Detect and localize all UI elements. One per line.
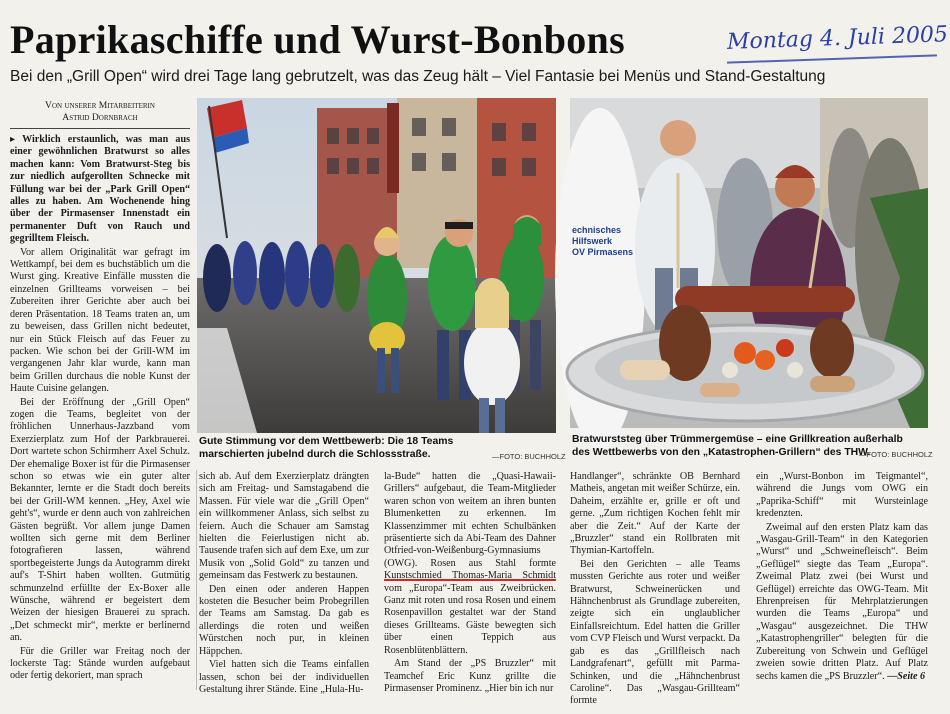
article-column-3 [384,471,556,696]
byline [10,100,190,124]
byline-rule [10,128,190,129]
headline: Paprikaschiffe und Wurst-Bonbons [10,17,625,62]
byline-line1: Von unserer Mitarbeiterin [45,100,155,111]
photo-caption-1: Gute Stimmung vor dem Wettbewerb: Die 18 Teams marschierten jubelnd durch die Schlossstraße. [199,436,454,460]
subheadline: Bei den „Grill Open“ wird drei Tage lang gebrutzelt, was das Zeug hält – Viel Fantasie bei Menüs und Stand-Gestaltung [10,68,826,85]
highlighted-name: Kunstschmied Thomas-Maria Schmidt [384,570,556,582]
page-reference: —Seite 6 [887,670,926,682]
article-lead: ▸ Wirklich erstaunlich, was man aus einer gewöhnlichen Bratwurst so alles machen kann: Vom Bratwurst-Steg bis zur niedlich aufgerollten Schnecke mit Füllung war bei der „Park Grill Open“ alles zu haben. Am Wochenende hing über der Pirmasenser Innenstadt ein permanenter Duft von Rauch und gegrilltem Fleisch. [10,134,190,245]
paragraph: Bei den Gerichten – alle Teams mussten Gerichte aus roter und weißer Bratwurst, Schweinerücken und Hähnchenbrust als Grundlage zubereiten, zeigte sich ein unglaublicher Einfallsreichtum. Edel hatten die Griller vom CVP Fleisch und Wurst verpackt. Da gab es das „Grillfleisch nach Landgrafenart“, gefüllt mit Parma-Schinken, und die „Hähnchenbrust Caroline“. Das „Wasgau-Grillteam“ formte [570,558,740,707]
paragraph: Für die Griller war Freitag noch der lockerste Tag: Stände wurden aufgebaut oder fertig dekoriert, man sprach [10,645,190,682]
paragraph: Zweimal auf den ersten Platz kam das „Wasgau-Grill-Team“ in den Kategorien „Wurst“ und „Schweinefleisch“. Beim „Geflügel“ siegte das Team „Europa“. Zweimal Platz zwei (bei Wurst und Geflügel) erreichte das OWG-Team. Mit Ehrenpreisen für Mehrplatzierungen wurden die Teams „Europa“ und „Wasgau“ ausgezeichnet. Die THW „Katastrophengriller“ belegten für die Zubereitung von Schwein und Geflügel zweien sowie dritten Platz. Auf Platz sechs kamen die „PS Bruzzler“. —Seite 6 [756,521,928,682]
paragraph: Bei der Eröffnung der „Grill Open“ zogen die Teams, begleitet von der fröhlichen Unnerhaus-Jazzband vom Exerzierplatz zum Hof der Parkbrauerei. Dort wartete schon Schirmherr Axel Schulz. Der ehemalige Boxer ist für die Pirmasenser schon so etwas wie ein guter alter Bekannter, lernte er die Stadt doch bereits bei der Grill-WM kennen. „Hey, Axel wie geht's“, wurde er denn auch von zahlreichen Gästen begrüßt. Vor allem junge Damen wollten sich gerne mit dem Berliner fotografieren lassen, während sportbegeisterte Jungs da Autogramm direkt auf's T-Shirt haben wollten. Gutmütig schmunzelnd erfüllte der Ex-Boxer alle Wünsche, während er begeistert dem Weizen der hiesigen Brauerei zu sprach. „Det schmeckt mir“, merkte er berlinernd an. [10,396,190,644]
paragraph: ein „Wurst-Bonbon im Teigmantel“, während die Jungs vom OWG ein „Paprika-Schiff“ mit Wursteinlage kredenzten. [756,471,928,520]
paragraph: Den einen oder anderen Happen kosteten die Besucher beim Probegrillen der Teams am Samstag. Da gab es allerdings die roten und weißen Würstchen noch pur, in kleinen Häppchen. [199,583,369,657]
paragraph: la-Bude“ hatten die „Quasi-Hawaii-Grillers“ aufgebaut, die Team-Mitglieder waren schon von weitem an ihren bunten Blumenketten zu erkennen. Im Klassenzimmer mit echten Schulbänken präsentierte sich da Abi-Team des Dahner Otfried-von-Weißenburg-Gymnasiums (OWG). Rosen aus Stahl formte Kunstschmied Thomas-Maria Schmidt vom „Europa“-Team aus Zweibrücken. Ganz mit roten und rosa Rosen und einem Rosenpavillon gestaltet war der Stand dieses Grillteams. Gäste bewegten sich über einen Teppich aus Rosenblütenblättern. [384,471,556,656]
paragraph: sich ab. Auf dem Exerzierplatz drängten sich am Freitag- und Samstagabend die Massen. Für viele war die „Grill Open“ ein willkommener Anlass, sich selbst zu feiern. Auch die Schauer am Samstag hielten die Feierlustigen nicht ab. Tausende trafen sich auf dem Exe, um zur Musik von „Solid Gold“ zu tanzen und gemeinsam das Festwerk zu bestaunen. [199,471,369,582]
column-divider [196,470,197,690]
grill-creation-photo [570,98,928,428]
photo-caption-2: Bratwurststeg über Trümmergemüse – eine Grillkreation außerhalb des Wettbewerbs von den „Katastrophen-Grillern“ des THW. [572,434,903,458]
article-column-2 [199,471,369,696]
paragraph: Vor allem Originalität war gefragt im Wettkampf, bei dem es buchstäblich um die Wurst ging. Kreative Einfälle mussten die einzelnen Grillteams vorweisen – bei Zubereiten ihrer Gerichte aber auch bei deren Präsentation. 18 Teams traten an, um zu beweisen, dass Grillen nicht bedeutet, nur ein Stück Fleisch auf das Feuer zu packen. Wie schon bei der Grill-WM im vergangenen Jahr klar wurde, kann man beim Grillen durchaus die noble Kunst der Haute Cuisine gelangen. [10,246,190,395]
svg-text:echnisches: echnisches [572,225,622,235]
svg-text:OV Pirmasens: OV Pirmasens [572,247,634,257]
photo-credit-1: —FOTO: BUCHHOLZ [492,452,566,461]
article-column-4 [570,471,740,707]
svg-text:Hilfswerk: Hilfswerk [572,236,613,246]
handwritten-date: Montag 4. Juli 2005 [726,22,949,55]
parade-photo [197,98,556,433]
byline-author: Astrid Dornbrach [62,112,138,123]
article-column-5 [756,471,928,696]
paragraph: Viel hatten sich die Teams einfallen lassen, schon bei der individuellen Gestaltung ihrer Stände. Eine „Hula-Hu- [199,659,369,695]
photo-credit-2: —FOTO: BUCHHOLZ [859,450,933,459]
paragraph: Am Stand der „PS Bruzzler“ mit Teamchef Eric Kunz grillte die Pirmasenser Prominenz. „Hier bin ich nur [384,658,556,694]
paragraph: Handlanger“, schränkte OB Bernhard Matheis, angetan mit weißer Schürze, ein. Daheim, erzählte er, grille er oft und gerne. „Zum richtigen Kochen fehlt mir aber die Zeit.“ Auf der Karte der „Bruzzler“ stand ein Rollbraten mit Thymian-Kartoffeln. [570,471,740,557]
article-column-1 [10,134,190,694]
handwritten-underline [727,54,937,63]
